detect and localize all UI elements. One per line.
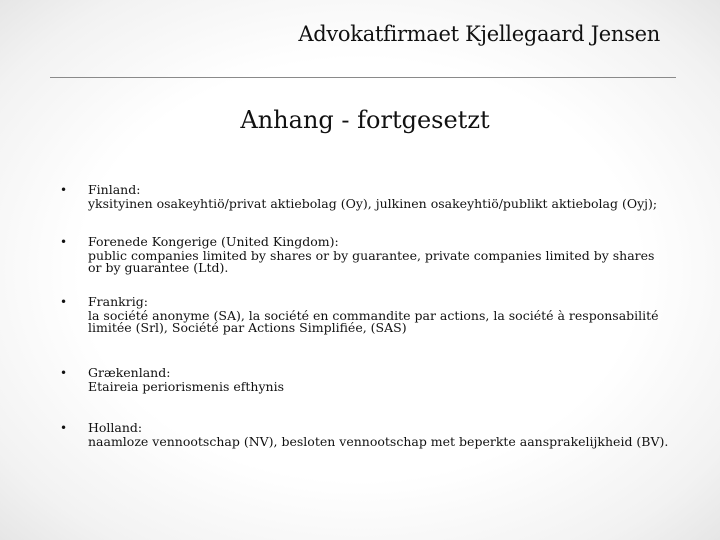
firm-name-header: Advokatfirmaet Kjellegaard Jensen (298, 22, 660, 46)
bullet-icon: • (60, 366, 68, 380)
bullet-body (88, 422, 670, 448)
bullet-body (88, 236, 670, 275)
slide-title: Anhang - fortgesetzt (240, 106, 490, 134)
country-label: Finland: (88, 182, 141, 197)
company-forms-text: la société anonyme (SA), la société en commandite par actions, la société à responsabilité limitée (Srl), Société par Actions Simplifiée, (SAS) (88, 307, 659, 335)
bullet-icon: • (60, 183, 68, 197)
country-label: Forenede Kongerige (United Kingdom): (88, 234, 339, 249)
company-forms-text: public companies limited by shares or by guarantee, private companies limited by shares or by guarantee (Ltd). (88, 247, 655, 275)
bullet-icon: • (60, 295, 68, 309)
company-forms-text: naamloze vennootschap (NV), besloten vennootschap met beperkte aansprakelijkheid (BV). (88, 433, 669, 449)
company-forms-text: Etaireia periorismenis efthynis (88, 378, 284, 394)
bullet-body (88, 296, 670, 335)
company-forms-text: yksityinen osakeyhtiö/privat aktiebolag (Oy), julkinen osakeyhtiö/publikt aktiebolag (Oyj); (88, 195, 658, 211)
country-label: Holland: (88, 420, 143, 435)
bullet-body (88, 367, 670, 393)
bullet-body (88, 184, 670, 210)
bullet-icon: • (60, 421, 68, 435)
header-divider (50, 77, 676, 78)
country-label: Grækenland: (88, 365, 171, 380)
bullet-icon: • (60, 235, 68, 249)
country-label: Frankrig: (88, 294, 148, 309)
